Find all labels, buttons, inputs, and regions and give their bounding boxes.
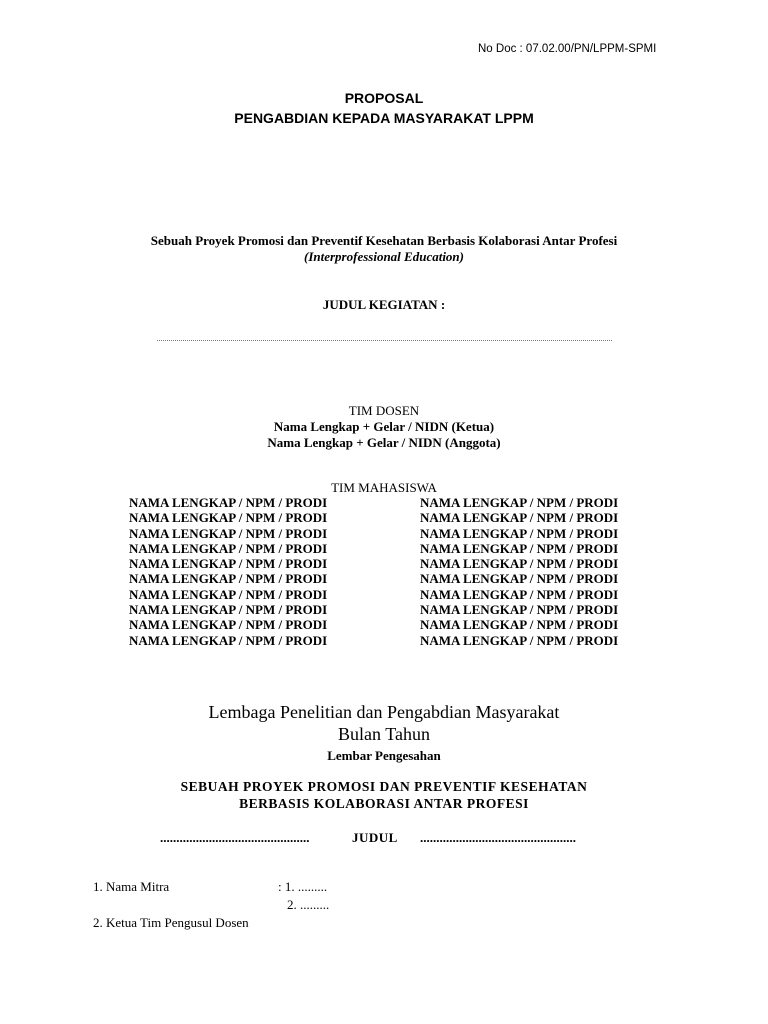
- mahasiswa-entry: NAMA LENGKAP / NPM / PRODI: [129, 556, 328, 572]
- mahasiswa-entry: NAMA LENGKAP / NPM / PRODI: [129, 571, 328, 587]
- subtitle-line-2: (Interprofessional Education): [304, 249, 464, 264]
- approval-title-line-1: SEBUAH PROYEK PROMOSI DAN PREVENTIF KESEHATAN: [180, 779, 588, 794]
- subtitle-line-1: Sebuah Proyek Promosi dan Preventif Kesehatan Berbasis Kolaborasi Antar Profesi: [150, 233, 618, 248]
- tim-dosen-heading: TIM DOSEN: [348, 403, 420, 418]
- approval-title-line-2: BERBASIS KOLABORASI ANTAR PROFESI: [239, 796, 529, 811]
- mahasiswa-entry: NAMA LENGKAP / NPM / PRODI: [420, 586, 619, 602]
- approval-judul-right-dots: ................................................: [420, 830, 576, 845]
- mahasiswa-entry: NAMA LENGKAP / NPM / PRODI: [420, 495, 619, 510]
- mahasiswa-entry: NAMA LENGKAP / NPM / PRODI: [129, 510, 328, 526]
- mahasiswa-column-right: [420, 495, 618, 648]
- mahasiswa-entry: NAMA LENGKAP / NPM / PRODI: [420, 632, 619, 648]
- mahasiswa-entry: NAMA LENGKAP / NPM / PRODI: [129, 495, 328, 510]
- mahasiswa-entry: NAMA LENGKAP / NPM / PRODI: [420, 556, 619, 572]
- mahasiswa-entry: NAMA LENGKAP / NPM / PRODI: [129, 602, 328, 618]
- date-line: Bulan Tahun: [338, 724, 430, 744]
- mahasiswa-entry: NAMA LENGKAP / NPM / PRODI: [420, 525, 619, 541]
- mahasiswa-column-left: [129, 495, 327, 648]
- ketua-tim-label: 2. Ketua Tim Pengusul Dosen: [93, 915, 249, 930]
- dosen-ketua: Nama Lengkap + Gelar / NIDN (Ketua): [273, 419, 495, 434]
- dosen-anggota: Nama Lengkap + Gelar / NIDN (Anggota): [267, 435, 501, 450]
- mahasiswa-entry: NAMA LENGKAP / NPM / PRODI: [420, 510, 619, 526]
- mitra-label: 1. Nama Mitra: [93, 879, 170, 894]
- mahasiswa-entry: NAMA LENGKAP / NPM / PRODI: [129, 586, 328, 602]
- mahasiswa-entry: NAMA LENGKAP / NPM / PRODI: [129, 632, 328, 648]
- document-number: No Doc : 07.02.00/PN/LPPM-SPMI: [478, 43, 657, 55]
- judul-fill-line: [157, 332, 612, 341]
- approval-heading: Lembar Pengesahan: [327, 748, 441, 763]
- institution-name: Lembaga Penelitian dan Pengabdian Masyarakat: [208, 702, 560, 722]
- approval-judul-label: JUDUL: [352, 830, 398, 845]
- approval-judul-left-dots: ..............................................: [160, 830, 310, 845]
- mahasiswa-entry: NAMA LENGKAP / NPM / PRODI: [420, 617, 619, 633]
- mitra-value-1: : 1. .........: [278, 879, 328, 894]
- title-line-1: PROPOSAL: [344, 90, 424, 106]
- mahasiswa-entry: NAMA LENGKAP / NPM / PRODI: [420, 571, 619, 587]
- mahasiswa-entry: NAMA LENGKAP / NPM / PRODI: [420, 602, 619, 618]
- mahasiswa-entry: NAMA LENGKAP / NPM / PRODI: [129, 617, 328, 633]
- mitra-value-2: 2. .........: [287, 897, 330, 912]
- mahasiswa-entry: NAMA LENGKAP / NPM / PRODI: [129, 540, 328, 556]
- title-line-2: PENGABDIAN KEPADA MASYARAKAT LPPM: [234, 110, 534, 126]
- mahasiswa-entry: NAMA LENGKAP / NPM / PRODI: [129, 525, 328, 541]
- mahasiswa-entry: NAMA LENGKAP / NPM / PRODI: [420, 540, 619, 556]
- judul-kegiatan-label: JUDUL KEGIATAN :: [322, 297, 446, 312]
- tim-mahasiswa-heading: TIM MAHASISWA: [331, 480, 437, 495]
